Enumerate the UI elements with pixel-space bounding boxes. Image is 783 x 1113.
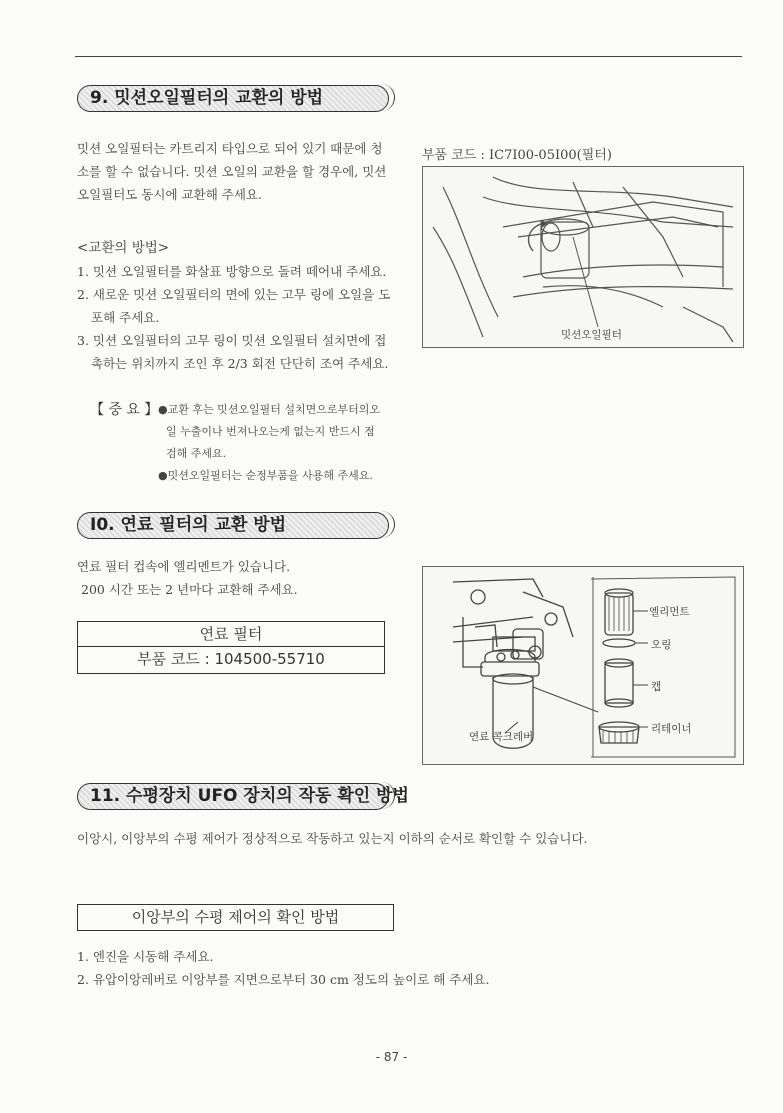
step-line: 2. 유압이앙레버로 이앙부를 지면으로부터 30 cm 정도의 높이로 해 주세요.	[77, 972, 490, 987]
section-11-text: 이앙시, 이앙부의 수평 제어가 정상적으로 작동하고 있는지 이하의 순서로 확인할 수 있습니다.	[77, 831, 588, 846]
label-retainer: 리테이너	[651, 723, 692, 735]
step-line: 2. 새로운 밋션 오일필터의 면에 있는 고무 링에 오일을 도	[77, 287, 391, 302]
section-9-intro	[77, 137, 386, 206]
section-11-heading: 11. 수평장치 UFO 장치의 작동 확인 방법	[77, 783, 389, 810]
section-11-steps	[77, 945, 489, 991]
label-oring: 오링	[651, 639, 672, 651]
important-notes	[158, 399, 380, 487]
intro-line: 소를 할 수 없습니다. 밋션 오일의 교환을 할 경우에, 밋션	[77, 164, 387, 179]
note-line: ●교환 후는 밋션오일필터 설치면으로부터의오	[158, 403, 380, 416]
page-number: - 87 -	[375, 1050, 408, 1064]
text-line: 200 시간 또는 2 년마다 교환해 주세요.	[81, 582, 298, 597]
fuel-filter-figure	[422, 566, 744, 765]
step-line: 3. 밋션 오일필터의 고무 링이 밋션 오일필터 설치면에 접	[77, 333, 387, 348]
text-line: 연료 필터 컵속에 엘리멘트가 있습니다.	[77, 559, 291, 574]
intro-line: 밋션 오일필터는 카트리지 타입으로 되어 있기 때문에 청	[77, 141, 383, 156]
section-10-text	[77, 555, 298, 601]
method-title: <교환의 방법>	[77, 240, 170, 256]
top-rule	[75, 56, 742, 57]
note-line: 검해 주세요.	[166, 447, 227, 460]
step-line: 촉하는 위치까지 조인 후 2/3 회전 단단히 조여 주세요.	[91, 356, 389, 371]
label-fuel-cock-lever: 연료 콕크레버	[469, 731, 534, 743]
method-steps	[77, 260, 390, 375]
level-control-box: 이앙부의 수평 제어의 확인 방법	[77, 904, 394, 931]
step-line: 1. 엔진을 시동해 주세요.	[77, 949, 214, 964]
figure-label-filter: 밋션오일필터	[561, 329, 622, 341]
part-code-9: 부품 코드 : IC7I00-05I00(필터)	[422, 148, 612, 163]
label-element: 엘리먼트	[649, 606, 690, 618]
section-10-heading: I0. 연료 필터의 교환 방법	[77, 512, 389, 539]
important-label: 【 중 요 】	[90, 402, 159, 418]
fuel-filter-code-box: 부품 코드 : 104500-55710	[77, 646, 385, 674]
intro-line: 오일필터도 동시에 교환해 주세요.	[77, 187, 262, 202]
transmission-filter-drawing	[423, 167, 743, 347]
note-line: 일 누출이나 번져나오는게 없는지 반드시 점	[166, 425, 375, 438]
step-line: 1. 밋션 오일필터를 화살표 방향으로 돌려 떼어내 주세요.	[77, 264, 387, 279]
step-line: 포해 주세요.	[91, 310, 160, 325]
fuel-filter-title-box: 연료 필터	[77, 621, 385, 647]
note-line: ●밋션오일필터는 순정부품을 사용해 주세요.	[158, 469, 373, 482]
transmission-filter-figure	[422, 166, 744, 348]
section-9-heading: 9. 밋션오일필터의 교환의 방법	[77, 85, 389, 112]
label-cap: 캡	[651, 681, 662, 693]
